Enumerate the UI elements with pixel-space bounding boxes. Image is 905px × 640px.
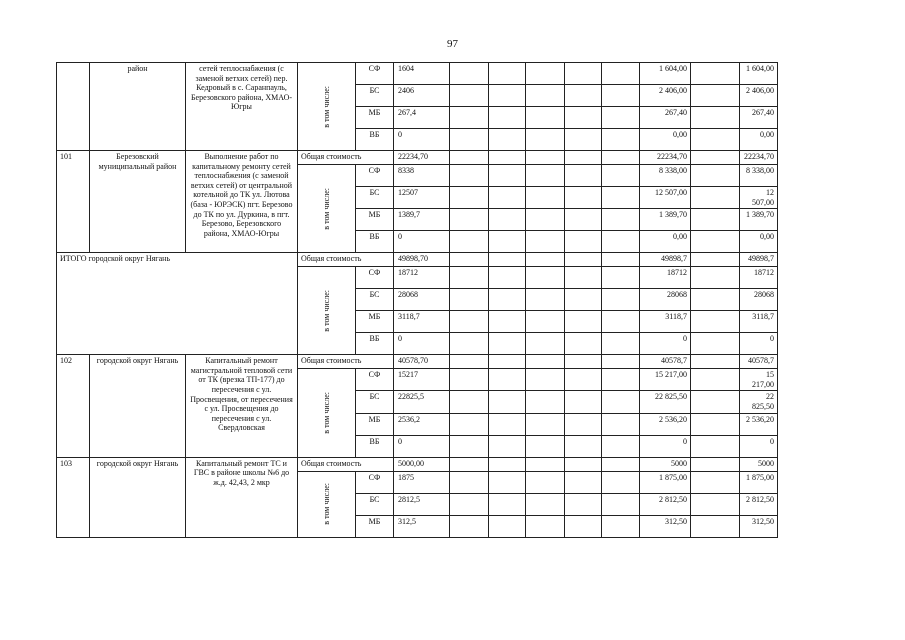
empty-cell: [450, 457, 489, 471]
cost-value: 0: [394, 231, 450, 253]
empty-cell: [691, 333, 740, 355]
incl-label: в том числе:: [321, 483, 331, 525]
empty-cell: [450, 515, 489, 537]
empty-cell: [691, 435, 740, 457]
financing-code: БС: [356, 391, 394, 413]
empty-cell: [526, 391, 565, 413]
empty-cell: [489, 165, 526, 187]
empty-cell: [602, 63, 640, 85]
financing-code: МБ: [356, 413, 394, 435]
empty-cell: [565, 413, 602, 435]
empty-cell: [565, 187, 602, 209]
cost-value: 0: [394, 129, 450, 151]
empty-cell: [602, 267, 640, 289]
empty-cell: [602, 457, 640, 471]
empty-cell: [565, 493, 602, 515]
empty-cell: [450, 187, 489, 209]
empty-cell: [691, 85, 740, 107]
empty-cell: [450, 435, 489, 457]
empty-cell: [691, 253, 740, 267]
cost-value: 15217: [394, 369, 450, 391]
empty-cell: [526, 369, 565, 391]
empty-cell: [565, 151, 602, 165]
empty-cell: [526, 253, 565, 267]
empty-cell: [526, 355, 565, 369]
empty-cell: [602, 333, 640, 355]
total-row: [57, 151, 850, 165]
empty-cell: [691, 413, 740, 435]
page-number: 97: [447, 38, 458, 50]
empty-cell: [691, 129, 740, 151]
work-description: Капитальный ремонт ТС и ГВС в районе школы №6 до ж.д. 42,43, 2 мкр: [186, 457, 298, 537]
plan-value: 22 825,50: [640, 391, 691, 413]
plan-value: 40578,7: [640, 355, 691, 369]
empty-cell: [526, 209, 565, 231]
financing-code: СФ: [356, 165, 394, 187]
total-row: [57, 355, 850, 369]
empty-cell: [450, 85, 489, 107]
empty-cell: [450, 267, 489, 289]
empty-cell: [489, 413, 526, 435]
empty-cell: [526, 413, 565, 435]
total-value: 1 604,00: [740, 63, 778, 85]
total-value: 1 389,70: [740, 209, 778, 231]
plan-value: 312,50: [640, 515, 691, 537]
empty-cell: [526, 333, 565, 355]
empty-cell: [602, 85, 640, 107]
empty-cell: [450, 63, 489, 85]
total-value: 0: [740, 333, 778, 355]
empty-cell: [526, 311, 565, 333]
empty-cell: [565, 435, 602, 457]
cost-value: 2406: [394, 85, 450, 107]
empty-cell: [526, 515, 565, 537]
empty-cell: [526, 85, 565, 107]
total-row: [57, 253, 850, 267]
empty-cell: [489, 493, 526, 515]
empty-cell: [489, 63, 526, 85]
plan-value: 0,00: [640, 231, 691, 253]
empty-cell: [691, 267, 740, 289]
financing-code: МБ: [356, 209, 394, 231]
empty-cell: [565, 253, 602, 267]
empty-cell: [489, 129, 526, 151]
financing-code: МБ: [356, 515, 394, 537]
incl-label: в том числе:: [321, 187, 331, 230]
empty-cell: [602, 289, 640, 311]
item-number: [57, 63, 90, 151]
area-name: Березовский муниципальный район: [90, 151, 186, 253]
empty-cell: [691, 165, 740, 187]
empty-cell: [565, 107, 602, 129]
plan-value: 0: [640, 435, 691, 457]
empty-cell: [526, 267, 565, 289]
empty-cell: [565, 515, 602, 537]
work-description: сетей теплоснабжения (с заменой ветхих сетей) пер. Кедровый в с. Саранпауль, Березовского района, ХМАО-Югры: [186, 63, 298, 151]
total-value: 22 825,50: [740, 391, 778, 413]
empty-cell: [691, 311, 740, 333]
total-cost-label: Общая стоимость: [298, 457, 394, 471]
empty-cell: [489, 457, 526, 471]
empty-cell: [691, 151, 740, 165]
cost-value: 312,5: [394, 515, 450, 537]
cost-value: 12507: [394, 187, 450, 209]
empty-cell: [489, 471, 526, 493]
total-value: 18712: [740, 267, 778, 289]
empty-cell: [691, 63, 740, 85]
empty-cell: [565, 129, 602, 151]
financing-code: ВБ: [356, 435, 394, 457]
empty-cell: [691, 107, 740, 129]
empty-cell: [450, 209, 489, 231]
empty-cell: [450, 391, 489, 413]
area-name: городской округ Нягань: [90, 355, 186, 457]
incl-label-cell: [298, 369, 356, 457]
empty-cell: [489, 231, 526, 253]
total-cost-label: Общая стоимость: [298, 253, 394, 267]
financing-code: СФ: [356, 267, 394, 289]
total-row: [57, 457, 850, 471]
empty-cell: [450, 253, 489, 267]
empty-cell: [526, 493, 565, 515]
empty-cell: [565, 311, 602, 333]
empty-cell: [691, 209, 740, 231]
total-cost-label: Общая стоимость: [298, 151, 394, 165]
empty-cell: [450, 231, 489, 253]
plan-value: 1 604,00: [640, 63, 691, 85]
empty-cell: [450, 369, 489, 391]
empty-cell: [691, 391, 740, 413]
empty-cell: [526, 151, 565, 165]
empty-cell: [526, 231, 565, 253]
plan-value: 1 875,00: [640, 471, 691, 493]
empty-cell: [526, 107, 565, 129]
table-body: [57, 63, 850, 538]
empty-cell: [565, 267, 602, 289]
cost-value: 2812,5: [394, 493, 450, 515]
plan-value: 0,00: [640, 129, 691, 151]
empty-cell: [565, 471, 602, 493]
summary-label: ИТОГО городской округ Нягань: [57, 253, 298, 355]
total-value: 0,00: [740, 231, 778, 253]
total-value: 12 507,00: [740, 187, 778, 209]
empty-cell: [691, 493, 740, 515]
empty-cell: [691, 369, 740, 391]
empty-cell: [691, 457, 740, 471]
total-value: 267,40: [740, 107, 778, 129]
empty-cell: [691, 355, 740, 369]
empty-cell: [450, 493, 489, 515]
plan-value: 49898,7: [640, 253, 691, 267]
empty-cell: [565, 209, 602, 231]
empty-cell: [489, 253, 526, 267]
work-description: Выполнение работ по капитальному ремонту сетей теплоснабжения (с заменой ветхих сетей) от центральной котельной до ТК ул. Лютова (база - ЮРЭСК) пгт. Березово до ТК по ул. Дуркина, в пгт. Березово, Березовского района, ХМАО-Югры: [186, 151, 298, 253]
total-value: 15 217,00: [740, 369, 778, 391]
cost-value: 5000,00: [394, 457, 450, 471]
total-value: 0: [740, 435, 778, 457]
cost-value: 8338: [394, 165, 450, 187]
incl-label: в том числе:: [321, 85, 331, 128]
cost-value: 0: [394, 333, 450, 355]
empty-cell: [691, 515, 740, 537]
empty-cell: [565, 355, 602, 369]
plan-value: 5000: [640, 457, 691, 471]
financing-code: ВБ: [356, 231, 394, 253]
plan-value: 18712: [640, 267, 691, 289]
financing-code: БС: [356, 289, 394, 311]
cost-value: 22825,5: [394, 391, 450, 413]
empty-cell: [526, 457, 565, 471]
empty-cell: [489, 187, 526, 209]
empty-cell: [526, 471, 565, 493]
total-value: 49898,7: [740, 253, 778, 267]
budget-table: [56, 62, 850, 538]
item-number: 102: [57, 355, 90, 457]
area-name: городской округ Нягань: [90, 457, 186, 537]
empty-cell: [526, 165, 565, 187]
empty-cell: [489, 151, 526, 165]
total-value: 28068: [740, 289, 778, 311]
empty-cell: [602, 311, 640, 333]
area-name: район: [90, 63, 186, 151]
empty-cell: [565, 85, 602, 107]
empty-cell: [450, 129, 489, 151]
cost-value: 2536,2: [394, 413, 450, 435]
cost-value: 267,4: [394, 107, 450, 129]
financing-code: БС: [356, 493, 394, 515]
work-description: Капитальный ремонт магистральной тепловой сети от ТК (врезка ТП-177) до пересечения с ул. Просвещения, от пересечения с ул. Просвещения до пересечения с ул. Свердловская: [186, 355, 298, 457]
total-value: 2 406,00: [740, 85, 778, 107]
empty-cell: [489, 515, 526, 537]
cost-value: 40578,70: [394, 355, 450, 369]
financing-code: БС: [356, 187, 394, 209]
financing-code: СФ: [356, 63, 394, 85]
financing-code: ВБ: [356, 129, 394, 151]
empty-cell: [602, 413, 640, 435]
plan-value: 15 217,00: [640, 369, 691, 391]
plan-value: 12 507,00: [640, 187, 691, 209]
empty-cell: [450, 107, 489, 129]
empty-cell: [602, 369, 640, 391]
cost-value: 18712: [394, 267, 450, 289]
cost-value: 3118,7: [394, 311, 450, 333]
plan-value: 28068: [640, 289, 691, 311]
plan-value: 1 389,70: [640, 209, 691, 231]
empty-cell: [450, 289, 489, 311]
empty-cell: [489, 435, 526, 457]
empty-cell: [602, 355, 640, 369]
total-value: 2 812,50: [740, 493, 778, 515]
empty-cell: [602, 165, 640, 187]
incl-label: в том числе:: [321, 392, 331, 434]
empty-cell: [602, 471, 640, 493]
total-value: 3118,7: [740, 311, 778, 333]
cost-value: 1875: [394, 471, 450, 493]
plan-value: 2 536,20: [640, 413, 691, 435]
empty-cell: [489, 391, 526, 413]
empty-cell: [602, 515, 640, 537]
cost-value: 28068: [394, 289, 450, 311]
empty-cell: [450, 413, 489, 435]
empty-cell: [602, 187, 640, 209]
empty-cell: [489, 369, 526, 391]
empty-cell: [602, 107, 640, 129]
empty-cell: [450, 151, 489, 165]
empty-cell: [489, 289, 526, 311]
empty-cell: [691, 231, 740, 253]
total-value: 1 875,00: [740, 471, 778, 493]
total-cost-label: Общая стоимость: [298, 355, 394, 369]
empty-cell: [526, 187, 565, 209]
empty-cell: [565, 369, 602, 391]
empty-cell: [691, 471, 740, 493]
empty-cell: [489, 311, 526, 333]
plan-value: 2 406,00: [640, 85, 691, 107]
cost-value: 1389,7: [394, 209, 450, 231]
empty-cell: [489, 209, 526, 231]
incl-label: в том числе:: [321, 289, 331, 332]
cost-value: 1604: [394, 63, 450, 85]
empty-cell: [489, 267, 526, 289]
plan-value: 0: [640, 333, 691, 355]
empty-cell: [489, 355, 526, 369]
empty-cell: [565, 391, 602, 413]
empty-cell: [526, 289, 565, 311]
financing-code: ВБ: [356, 333, 394, 355]
total-value: 5000: [740, 457, 778, 471]
total-value: 312,50: [740, 515, 778, 537]
empty-cell: [602, 253, 640, 267]
item-number: 103: [57, 457, 90, 537]
empty-cell: [450, 471, 489, 493]
financing-code: МБ: [356, 107, 394, 129]
empty-cell: [565, 457, 602, 471]
total-value: 8 338,00: [740, 165, 778, 187]
empty-cell: [602, 151, 640, 165]
empty-cell: [691, 187, 740, 209]
empty-cell: [489, 107, 526, 129]
cost-value: 0: [394, 435, 450, 457]
plan-value: 267,40: [640, 107, 691, 129]
total-value: 22234,70: [740, 151, 778, 165]
plan-value: 22234,70: [640, 151, 691, 165]
empty-cell: [526, 435, 565, 457]
empty-cell: [602, 435, 640, 457]
empty-cell: [450, 165, 489, 187]
empty-cell: [450, 311, 489, 333]
cost-value: 49898,70: [394, 253, 450, 267]
plan-value: 2 812,50: [640, 493, 691, 515]
empty-cell: [565, 231, 602, 253]
empty-cell: [565, 289, 602, 311]
empty-cell: [489, 333, 526, 355]
empty-cell: [565, 165, 602, 187]
empty-cell: [602, 231, 640, 253]
financing-code: МБ: [356, 311, 394, 333]
financing-row: [57, 63, 850, 85]
item-number: 101: [57, 151, 90, 253]
empty-cell: [450, 333, 489, 355]
empty-cell: [602, 391, 640, 413]
empty-cell: [450, 355, 489, 369]
empty-cell: [526, 129, 565, 151]
incl-label-cell: [298, 471, 356, 537]
plan-value: 3118,7: [640, 311, 691, 333]
financing-code: БС: [356, 85, 394, 107]
empty-cell: [565, 333, 602, 355]
empty-cell: [602, 129, 640, 151]
cost-value: 22234,70: [394, 151, 450, 165]
empty-cell: [602, 209, 640, 231]
total-value: 40578,7: [740, 355, 778, 369]
incl-label-cell: [298, 63, 356, 151]
empty-cell: [526, 63, 565, 85]
incl-label-cell: [298, 267, 356, 355]
total-value: 2 536,20: [740, 413, 778, 435]
financing-code: СФ: [356, 471, 394, 493]
empty-cell: [565, 63, 602, 85]
empty-cell: [691, 289, 740, 311]
total-value: 0,00: [740, 129, 778, 151]
incl-label-cell: [298, 165, 356, 253]
financing-code: СФ: [356, 369, 394, 391]
empty-cell: [602, 493, 640, 515]
plan-value: 8 338,00: [640, 165, 691, 187]
empty-cell: [489, 85, 526, 107]
